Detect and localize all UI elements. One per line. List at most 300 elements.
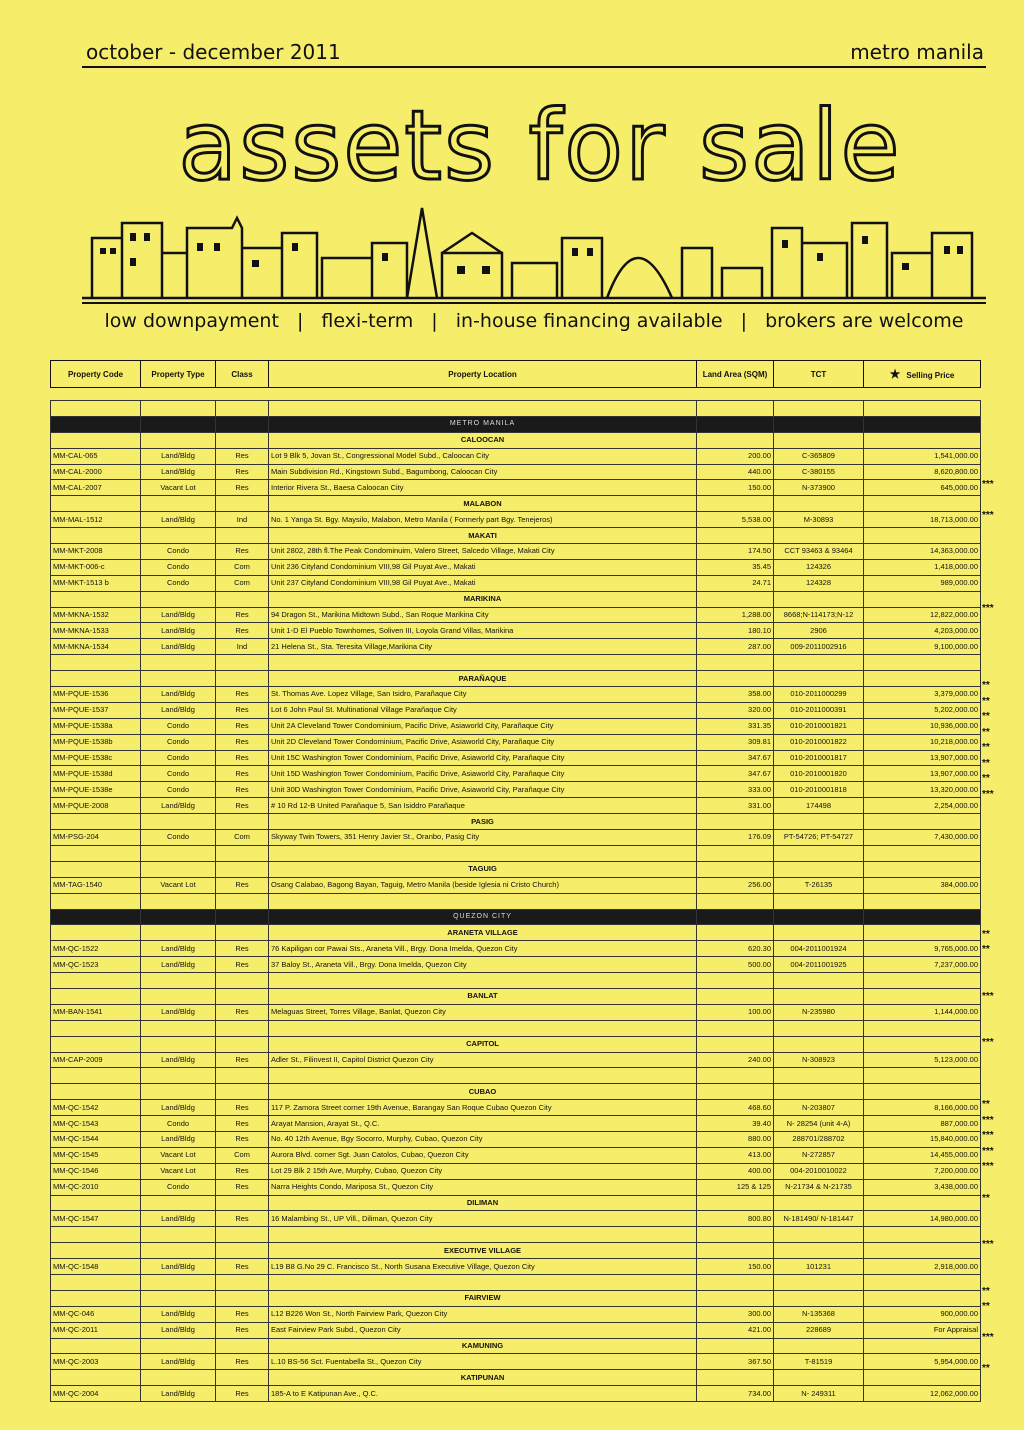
table-row bbox=[51, 575, 981, 591]
table-row bbox=[51, 1004, 981, 1020]
cell-price: 5,954,000.00 bbox=[864, 1354, 981, 1370]
cell-tct: 004-2010010022 bbox=[774, 1163, 864, 1179]
cell-price: 1,418,000.00 bbox=[864, 559, 981, 575]
cell-tct: PT-54726; PT-54727 bbox=[774, 830, 864, 846]
cell-class: Res bbox=[216, 1306, 269, 1322]
tagline-separator: | bbox=[296, 310, 304, 332]
area-heading bbox=[51, 988, 981, 1004]
cell-area: 35.45 bbox=[697, 559, 774, 575]
cell-class: Res bbox=[216, 1386, 269, 1402]
cell-tct: N-135368 bbox=[774, 1306, 864, 1322]
cell-price: 5,123,000.00 bbox=[864, 1052, 981, 1068]
priority-marker: ** bbox=[982, 711, 990, 723]
cell-code: MM-QC-1548 bbox=[51, 1259, 141, 1275]
cell-area: 347.67 bbox=[697, 766, 774, 782]
blank-row bbox=[51, 1274, 981, 1290]
cell-type: Land/Bldg bbox=[141, 607, 216, 623]
cell-code: MM-PSG-204 bbox=[51, 830, 141, 846]
header-land-area: Land Area (SQM) bbox=[697, 361, 774, 388]
cell-type: Land/Bldg bbox=[141, 639, 216, 655]
cell-tct: 124326 bbox=[774, 559, 864, 575]
cell-class: Res bbox=[216, 718, 269, 734]
cell-type: Land/Bldg bbox=[141, 1354, 216, 1370]
cell-type: Condo bbox=[141, 544, 216, 560]
cell-type: Land/Bldg bbox=[141, 512, 216, 528]
area-heading bbox=[51, 1243, 981, 1259]
area-label: KATIPUNAN bbox=[269, 1370, 697, 1386]
header-class: Class bbox=[216, 361, 269, 388]
table-row bbox=[51, 718, 981, 734]
cell-code: MM-MKT-1513 b bbox=[51, 575, 141, 591]
cell-location: Unit 2A Cleveland Tower Condominium, Pacific Drive, Asiaworld City, Parañaque City bbox=[269, 718, 697, 734]
table-row bbox=[51, 941, 981, 957]
cell-tct: 004-2011001925 bbox=[774, 957, 864, 973]
cell-tct: N-272857 bbox=[774, 1147, 864, 1163]
cell-tct: 009-2011002916 bbox=[774, 639, 864, 655]
cell-type: Land/Bldg bbox=[141, 623, 216, 639]
cell-location: Main Subdivision Rd., Kingstown Subd., Bagumbong, Caloocan City bbox=[269, 464, 697, 480]
cell-tct: 288701/288702 bbox=[774, 1131, 864, 1147]
cell-type: Land/Bldg bbox=[141, 1322, 216, 1338]
cell-code: MM-PQUE-1538b bbox=[51, 734, 141, 750]
cell-class: Res bbox=[216, 480, 269, 496]
cell-code: MM-MKT-006-c bbox=[51, 559, 141, 575]
cell-area: 100.00 bbox=[697, 1004, 774, 1020]
cell-code: MM-TAG-1540 bbox=[51, 877, 141, 893]
cell-code: MM-QC-2004 bbox=[51, 1386, 141, 1402]
table-row bbox=[51, 702, 981, 718]
header-property-code: Property Code bbox=[51, 361, 141, 388]
cell-class: Com bbox=[216, 559, 269, 575]
cell-tct: 8668;N-114173;N-12 bbox=[774, 607, 864, 623]
cell-area: 320.00 bbox=[697, 702, 774, 718]
cell-code: MM-BAN-1541 bbox=[51, 1004, 141, 1020]
cell-class: Res bbox=[216, 687, 269, 703]
cell-type: Condo bbox=[141, 830, 216, 846]
cell-class: Res bbox=[216, 1354, 269, 1370]
cell-code: MM-QC-1542 bbox=[51, 1100, 141, 1116]
cell-area: 400.00 bbox=[697, 1163, 774, 1179]
table-row bbox=[51, 1259, 981, 1275]
table-row bbox=[51, 544, 981, 560]
cell-type: Vacant Lot bbox=[141, 480, 216, 496]
cell-tct: 101231 bbox=[774, 1259, 864, 1275]
cell-area: 500.00 bbox=[697, 957, 774, 973]
cell-tct: C-380155 bbox=[774, 464, 864, 480]
cell-location: Interior Rivera St., Baesa Caloocan City bbox=[269, 480, 697, 496]
area-heading bbox=[51, 432, 981, 448]
table-row bbox=[51, 1386, 981, 1402]
cell-class: Res bbox=[216, 1004, 269, 1020]
cell-code: MM-CAP-2009 bbox=[51, 1052, 141, 1068]
area-heading bbox=[51, 1084, 981, 1100]
blank-row bbox=[51, 1020, 981, 1036]
cell-code: MM-PQUE-1538d bbox=[51, 766, 141, 782]
cell-class: Res bbox=[216, 1052, 269, 1068]
cell-location: Unit 2D Cleveland Tower Condominium, Pacific Drive, Asiaworld City, Parañaque City bbox=[269, 734, 697, 750]
area-label: MAKATI bbox=[269, 528, 697, 544]
area-label: CALOOCAN bbox=[269, 432, 697, 448]
priority-marker: *** bbox=[982, 990, 994, 1002]
cell-area: 358.00 bbox=[697, 687, 774, 703]
cell-type: Land/Bldg bbox=[141, 1131, 216, 1147]
cell-tct: N-308923 bbox=[774, 1052, 864, 1068]
star-icon: ★ bbox=[889, 367, 901, 381]
cell-price: 14,980,000.00 bbox=[864, 1211, 981, 1227]
cell-code: MM-MKT-2008 bbox=[51, 544, 141, 560]
cell-tct: 010-2010001818 bbox=[774, 782, 864, 798]
cell-location: Skyway Twin Towers, 351 Henry Javier St., Oranbo, Pasig City bbox=[269, 830, 697, 846]
skyline-illustration bbox=[82, 198, 986, 302]
cell-tct: 174498 bbox=[774, 798, 864, 814]
header-property-type: Property Type bbox=[141, 361, 216, 388]
cell-class: Res bbox=[216, 448, 269, 464]
cell-area: 620.30 bbox=[697, 941, 774, 957]
cell-code: MM-PQUE-1536 bbox=[51, 687, 141, 703]
header-tct: TCT bbox=[774, 361, 864, 388]
table-row bbox=[51, 1306, 981, 1322]
area-label: BANLAT bbox=[269, 988, 697, 1004]
cell-location: St. Thomas Ave. Lopez Village, San Isidro, Parañaque City bbox=[269, 687, 697, 703]
cell-location: Unit 2802, 28th fl.The Peak Condominuim, Valero Street, Salcedo Village, Makati City bbox=[269, 544, 697, 560]
cell-area: 880.00 bbox=[697, 1131, 774, 1147]
tagline-item: low downpayment bbox=[104, 310, 279, 332]
tagline bbox=[82, 310, 986, 338]
cell-location: L.10 BS-56 Sct. Fuentabella St., Quezon City bbox=[269, 1354, 697, 1370]
cell-code: MM-CAL-2000 bbox=[51, 464, 141, 480]
cell-area: 180.10 bbox=[697, 623, 774, 639]
cell-price: 10,936,000.00 bbox=[864, 718, 981, 734]
cell-price: 900,000.00 bbox=[864, 1306, 981, 1322]
page-header bbox=[82, 38, 986, 68]
cell-code: MM-QC-1522 bbox=[51, 941, 141, 957]
cell-price: 8,166,000.00 bbox=[864, 1100, 981, 1116]
area-heading bbox=[51, 671, 981, 687]
cell-code: MM-QC-1546 bbox=[51, 1163, 141, 1179]
table-row bbox=[51, 830, 981, 846]
cell-tct: 228689 bbox=[774, 1322, 864, 1338]
cell-class: Res bbox=[216, 1131, 269, 1147]
priority-marker: ** bbox=[982, 928, 990, 940]
cell-price: 13,320,000.00 bbox=[864, 782, 981, 798]
cell-location: Unit 15C Washington Tower Condominium, Pacific Drive, Asiaworld City, Parañaque City bbox=[269, 750, 697, 766]
region-label: metro manila bbox=[850, 40, 984, 64]
cell-type: Condo bbox=[141, 1116, 216, 1132]
tagline-item: brokers are welcome bbox=[765, 310, 964, 332]
cell-area: 440.00 bbox=[697, 464, 774, 480]
cell-type: Vacant Lot bbox=[141, 877, 216, 893]
cell-area: 367.50 bbox=[697, 1354, 774, 1370]
cell-price: 15,840,000.00 bbox=[864, 1131, 981, 1147]
priority-marker: ** bbox=[982, 695, 990, 707]
cell-price: 384,000.00 bbox=[864, 877, 981, 893]
cell-type: Condo bbox=[141, 766, 216, 782]
period-label: october - december 2011 bbox=[86, 40, 341, 64]
cell-class: Com bbox=[216, 1147, 269, 1163]
area-label: ARANETA VILLAGE bbox=[269, 925, 697, 941]
cell-location: Unit 236 Cityland Condominium VIII,98 Gil Puyat Ave., Makati bbox=[269, 559, 697, 575]
cell-tct: N-373900 bbox=[774, 480, 864, 496]
table-row bbox=[51, 464, 981, 480]
priority-marker: *** bbox=[982, 1114, 994, 1126]
cell-area: 125 & 125 bbox=[697, 1179, 774, 1195]
cell-location: 94 Dragon St., Marikina Midtown Subd., San Roque Marikina City bbox=[269, 607, 697, 623]
area-label: MARIKINA bbox=[269, 591, 697, 607]
cell-class: Res bbox=[216, 1116, 269, 1132]
area-label: FAIRVIEW bbox=[269, 1290, 697, 1306]
cell-location: L19 B8 G.No 29 C. Francisco St., North Susana Executive Village, Quezon City bbox=[269, 1259, 697, 1275]
tagline-item: flexi-term bbox=[321, 310, 414, 332]
area-label: PARAÑAQUE bbox=[269, 671, 697, 687]
priority-marker: ** bbox=[982, 757, 990, 769]
cell-type: Land/Bldg bbox=[141, 1306, 216, 1322]
cell-tct: 010-2011000299 bbox=[774, 687, 864, 703]
cell-code: MM-PQUE-1538c bbox=[51, 750, 141, 766]
cell-tct: C-365809 bbox=[774, 448, 864, 464]
cell-area: 309.81 bbox=[697, 734, 774, 750]
priority-marker: ** bbox=[982, 726, 990, 738]
cell-tct: N- 28254 (unit 4-A) bbox=[774, 1116, 864, 1132]
cell-location: Lot 6 John Paul St. Multinational Village Parañaque City bbox=[269, 702, 697, 718]
cell-type: Condo bbox=[141, 1179, 216, 1195]
table-row bbox=[51, 1179, 981, 1195]
cell-code: MM-QC-1545 bbox=[51, 1147, 141, 1163]
cell-tct: 010-2010001821 bbox=[774, 718, 864, 734]
tagline-separator: | bbox=[740, 310, 748, 332]
table-row bbox=[51, 750, 981, 766]
area-label: PASIG bbox=[269, 814, 697, 830]
cell-code: MM-PQUE-1538a bbox=[51, 718, 141, 734]
priority-marker: *** bbox=[982, 602, 994, 614]
priority-marker: *** bbox=[982, 1332, 994, 1344]
cell-class: Res bbox=[216, 1163, 269, 1179]
table-row bbox=[51, 687, 981, 703]
cell-location: L12 B226 Won St., North Fairview Park, Quezon City bbox=[269, 1306, 697, 1322]
cell-price: 12,822,000.00 bbox=[864, 607, 981, 623]
cell-code: MM-CAL-065 bbox=[51, 448, 141, 464]
cell-area: 331.35 bbox=[697, 718, 774, 734]
cell-area: 176.09 bbox=[697, 830, 774, 846]
cell-code: MM-MKNA-1533 bbox=[51, 623, 141, 639]
cell-area: 5,538.00 bbox=[697, 512, 774, 528]
cell-location: Lot 9 Blk 5, Jovan St., Congressional Model Subd., Caloocan City bbox=[269, 448, 697, 464]
table-row bbox=[51, 512, 981, 528]
cell-area: 39.40 bbox=[697, 1116, 774, 1132]
cell-area: 200.00 bbox=[697, 448, 774, 464]
cell-code: MM-MKNA-1532 bbox=[51, 607, 141, 623]
cell-tct: T-81519 bbox=[774, 1354, 864, 1370]
table-row bbox=[51, 1322, 981, 1338]
cell-type: Vacant Lot bbox=[141, 1163, 216, 1179]
cell-class: Ind bbox=[216, 512, 269, 528]
cell-price: 3,438,000.00 bbox=[864, 1179, 981, 1195]
priority-marker: ** bbox=[982, 1192, 990, 1204]
table-row bbox=[51, 1116, 981, 1132]
cell-price: 8,620,800.00 bbox=[864, 464, 981, 480]
region-band bbox=[51, 416, 981, 432]
blank-row bbox=[51, 845, 981, 861]
cell-code: MM-QC-2010 bbox=[51, 1179, 141, 1195]
cell-tct: 004-2011001924 bbox=[774, 941, 864, 957]
table-row bbox=[51, 957, 981, 973]
region-band bbox=[51, 909, 981, 925]
priority-marker: *** bbox=[982, 509, 994, 521]
cell-class: Res bbox=[216, 957, 269, 973]
cell-class: Res bbox=[216, 464, 269, 480]
table-row bbox=[51, 448, 981, 464]
cell-price: 14,455,000.00 bbox=[864, 1147, 981, 1163]
cell-location: Lot 29 Blk 2 15th Ave, Murphy, Cubao, Quezon City bbox=[269, 1163, 697, 1179]
cell-price: 989,000.00 bbox=[864, 575, 981, 591]
cell-area: 150.00 bbox=[697, 1259, 774, 1275]
cell-type: Land/Bldg bbox=[141, 702, 216, 718]
cell-area: 300.00 bbox=[697, 1306, 774, 1322]
cell-class: Res bbox=[216, 1211, 269, 1227]
cell-location: 37 Baloy St., Araneta Vill., Brgy. Dona Imelda, Quezon City bbox=[269, 957, 697, 973]
area-heading bbox=[51, 1338, 981, 1354]
cell-class: Com bbox=[216, 830, 269, 846]
cell-price: 9,765,000.00 bbox=[864, 941, 981, 957]
table-row bbox=[51, 607, 981, 623]
cell-location: # 10 Rd 12-B United Parañaque 5, San Isiddro Parañaque bbox=[269, 798, 697, 814]
area-label: CUBAO bbox=[269, 1084, 697, 1100]
priority-marker: *** bbox=[982, 1161, 994, 1173]
cell-type: Condo bbox=[141, 575, 216, 591]
cell-class: Res bbox=[216, 1259, 269, 1275]
cell-class: Res bbox=[216, 798, 269, 814]
cell-location: 16 Malambing St., UP Vill., Diliman, Quezon City bbox=[269, 1211, 697, 1227]
cell-area: 174.50 bbox=[697, 544, 774, 560]
cell-type: Land/Bldg bbox=[141, 1052, 216, 1068]
cell-class: Res bbox=[216, 750, 269, 766]
table-row bbox=[51, 559, 981, 575]
priority-marker: *** bbox=[982, 1145, 994, 1157]
cell-class: Res bbox=[216, 734, 269, 750]
blank-row bbox=[51, 401, 981, 417]
header-selling-price: ★ Selling Price bbox=[864, 361, 981, 388]
cell-area: 1,288.00 bbox=[697, 607, 774, 623]
cell-code: MM-QC-2003 bbox=[51, 1354, 141, 1370]
area-label: CAPITOL bbox=[269, 1036, 697, 1052]
blank-row bbox=[51, 1227, 981, 1243]
cell-location: No. 1 Yanga St. Bgy. Maysilo, Malabon, Metro Manila ( Formerly part Bgy. Tenejeros) bbox=[269, 512, 697, 528]
cell-tct: 124328 bbox=[774, 575, 864, 591]
area-label: KAMUNING bbox=[269, 1338, 697, 1354]
cell-price: 2,918,000.00 bbox=[864, 1259, 981, 1275]
table-row bbox=[51, 798, 981, 814]
cell-area: 421.00 bbox=[697, 1322, 774, 1338]
cell-code: MM-QC-1547 bbox=[51, 1211, 141, 1227]
cell-code: MM-PQUE-2008 bbox=[51, 798, 141, 814]
cell-location: 117 P. Zamora Street corner 19th Avenue, Barangay San Roque Cubao Quezon City bbox=[269, 1100, 697, 1116]
area-heading bbox=[51, 496, 981, 512]
cell-class: Res bbox=[216, 1179, 269, 1195]
cell-area: 734.00 bbox=[697, 1386, 774, 1402]
cell-price: For Appraisal bbox=[864, 1322, 981, 1338]
cell-price: 3,379,000.00 bbox=[864, 687, 981, 703]
cell-tct: N-181490/ N-181447 bbox=[774, 1211, 864, 1227]
area-heading bbox=[51, 925, 981, 941]
area-heading bbox=[51, 814, 981, 830]
priority-marker: *** bbox=[982, 1037, 994, 1049]
cell-price: 2,254,000.00 bbox=[864, 798, 981, 814]
cell-type: Land/Bldg bbox=[141, 1259, 216, 1275]
area-label: EXECUTIVE VILLAGE bbox=[269, 1243, 697, 1259]
cell-price: 12,062,000.00 bbox=[864, 1386, 981, 1402]
divider bbox=[82, 302, 986, 304]
priority-marker: *** bbox=[982, 789, 994, 800]
cell-tct: N-235980 bbox=[774, 1004, 864, 1020]
cell-code: MM-CAL-2007 bbox=[51, 480, 141, 496]
table-header bbox=[50, 360, 981, 388]
area-heading bbox=[51, 1370, 981, 1386]
cell-tct: 010-2010001822 bbox=[774, 734, 864, 750]
cell-price: 18,713,000.00 bbox=[864, 512, 981, 528]
cell-type: Land/Bldg bbox=[141, 464, 216, 480]
cell-price: 7,200,000.00 bbox=[864, 1163, 981, 1179]
priority-marker: ** bbox=[982, 1301, 990, 1313]
cell-type: Land/Bldg bbox=[141, 1004, 216, 1020]
cell-area: 287.00 bbox=[697, 639, 774, 655]
cell-location: East Fairview Park Subd., Quezon City bbox=[269, 1322, 697, 1338]
cell-area: 150.00 bbox=[697, 480, 774, 496]
cell-price: 4,203,000.00 bbox=[864, 623, 981, 639]
cell-tct: N-21734 & N-21735 bbox=[774, 1179, 864, 1195]
cell-type: Land/Bldg bbox=[141, 448, 216, 464]
cell-type: Land/Bldg bbox=[141, 1386, 216, 1402]
cell-type: Land/Bldg bbox=[141, 941, 216, 957]
priority-marker: ** bbox=[982, 944, 990, 956]
area-heading bbox=[51, 528, 981, 544]
tagline-separator: | bbox=[431, 310, 438, 332]
cell-class: Res bbox=[216, 1100, 269, 1116]
cell-location: Adler St., Filinvest II, Capitol District Quezon City bbox=[269, 1052, 697, 1068]
table-row bbox=[51, 1100, 981, 1116]
cell-class: Res bbox=[216, 1322, 269, 1338]
table-row bbox=[51, 782, 981, 798]
cell-price: 9,100,000.00 bbox=[864, 639, 981, 655]
cell-type: Condo bbox=[141, 559, 216, 575]
priority-marker: *** bbox=[982, 1239, 994, 1251]
cell-location: 21 Helena St., Sta. Teresita Village,Marikina City bbox=[269, 639, 697, 655]
cell-tct: 010-2010001820 bbox=[774, 766, 864, 782]
priority-marker: ** bbox=[982, 1099, 990, 1111]
cell-tct: T-26135 bbox=[774, 877, 864, 893]
cell-area: 333.00 bbox=[697, 782, 774, 798]
cell-area: 331.00 bbox=[697, 798, 774, 814]
cell-class: Ind bbox=[216, 639, 269, 655]
cell-code: MM-MAL-1512 bbox=[51, 512, 141, 528]
cell-tct: 010-2011000391 bbox=[774, 702, 864, 718]
table-row bbox=[51, 1354, 981, 1370]
cell-type: Land/Bldg bbox=[141, 1211, 216, 1227]
cell-class: Res bbox=[216, 702, 269, 718]
cell-class: Res bbox=[216, 766, 269, 782]
cell-code: MM-QC-046 bbox=[51, 1306, 141, 1322]
priority-marker: ** bbox=[982, 1363, 990, 1375]
area-label: TAGUIG bbox=[269, 861, 697, 877]
cell-tct: CCT 93463 & 93464 bbox=[774, 544, 864, 560]
cell-type: Condo bbox=[141, 734, 216, 750]
cell-location: Arayat Mansion, Arayat St., Q.C. bbox=[269, 1116, 697, 1132]
priority-marker: *** bbox=[982, 1130, 994, 1142]
cell-code: MM-PQUE-1538e bbox=[51, 782, 141, 798]
cell-price: 645,000.00 bbox=[864, 480, 981, 496]
cell-location: 76 Kapiligan cor Pawai Sts., Araneta Vill., Brgy. Dona Imelda, Quezon City bbox=[269, 941, 697, 957]
cell-type: Vacant Lot bbox=[141, 1147, 216, 1163]
area-heading bbox=[51, 1036, 981, 1052]
cell-location: Melaguas Street, Torres Village, Banlat, Quezon City bbox=[269, 1004, 697, 1020]
